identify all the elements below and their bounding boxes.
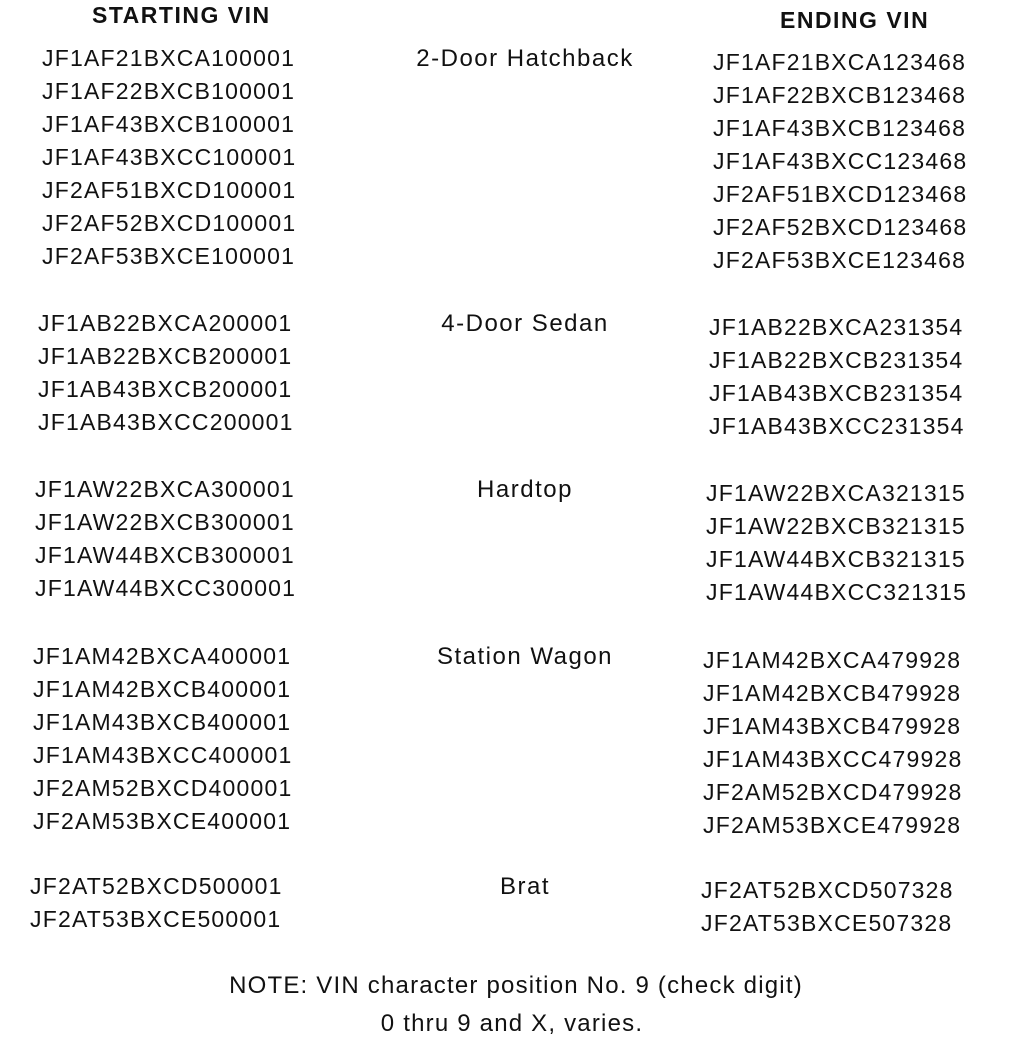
starting-vin: JF1AM43BXCC400001 (33, 742, 293, 768)
starting-vin: JF1AF43BXCC100001 (42, 144, 297, 170)
ending-vin: JF1AW44BXCC321315 (706, 579, 968, 605)
ending-vin: JF1AM43BXCB479928 (703, 713, 962, 739)
body-type-label: 4-Door Sedan (441, 310, 609, 337)
ending-vin-list (713, 46, 967, 277)
starting-vin: JF1AF21BXCA100001 (42, 45, 296, 71)
body-type-label: Station Wagon (436, 643, 614, 670)
ending-vin: JF1AF43BXCB123468 (713, 115, 967, 141)
starting-vin: JF2AT52BXCD500001 (30, 873, 283, 899)
starting-vin: JF1AB22BXCB200001 (38, 343, 293, 369)
ending-vin: JF1AB22BXCA231354 (709, 314, 964, 340)
ending-vin-header: ENDING VIN (780, 7, 930, 33)
starting-vin: JF1AF22BXCB100001 (42, 78, 296, 104)
ending-vin: JF1AB43BXCC231354 (709, 413, 965, 439)
ending-vin: JF1AM42BXCA479928 (703, 647, 962, 673)
ending-vin: JF1AB43BXCB231354 (709, 380, 964, 406)
ending-vin: JF2AT53BXCE507328 (701, 910, 953, 936)
note-line-1: NOTE: VIN character position No. 9 (check digit) (229, 972, 803, 999)
ending-vin: JF2AM53BXCE479928 (703, 812, 962, 838)
starting-vin: JF1AB22BXCA200001 (38, 310, 293, 336)
ending-vin: JF1AB22BXCB231354 (709, 347, 964, 373)
body-type-label: 2-Door Hatchback (416, 45, 634, 72)
ending-vin: JF2AF52BXCD123468 (713, 214, 968, 240)
starting-vin: JF1AW22BXCA300001 (35, 476, 295, 502)
starting-vin: JF1AM42BXCB400001 (33, 676, 292, 702)
starting-vin: JF2AM52BXCD400001 (33, 775, 293, 801)
ending-vin: JF1AM42BXCB479928 (703, 680, 962, 706)
starting-vin-list (38, 307, 294, 439)
ending-vin: JF1AF43BXCC123468 (713, 148, 968, 174)
ending-vin: JF1AW22BXCB321315 (706, 513, 966, 539)
starting-vin: JF1AM43BXCB400001 (33, 709, 292, 735)
ending-vin: JF1AW44BXCB321315 (706, 546, 966, 572)
starting-vin: JF1AB43BXCB200001 (38, 376, 293, 402)
note-line-2: 0 thru 9 and X, varies. (380, 1010, 644, 1037)
ending-vin: JF1AF22BXCB123468 (713, 82, 967, 108)
starting-vin: JF2AF52BXCD100001 (42, 210, 297, 236)
starting-vin-list (35, 473, 296, 605)
starting-vin: JF1AF43BXCB100001 (42, 111, 296, 137)
body-type-label: Brat (499, 873, 550, 900)
ending-vin: JF2AF51BXCD123468 (713, 181, 968, 207)
ending-vin: JF2AF53BXCE123468 (713, 247, 967, 273)
starting-vin-list (33, 640, 292, 838)
ending-vin-list (706, 477, 967, 609)
starting-vin: JF2AM53BXCE400001 (33, 808, 292, 834)
ending-vin-list (703, 644, 962, 842)
starting-vin: JF2AF51BXCD100001 (42, 177, 297, 203)
starting-vin: JF1AW44BXCB300001 (35, 542, 295, 568)
ending-vin-list (709, 311, 965, 443)
starting-vin-list (42, 42, 296, 273)
starting-vin-header: STARTING VIN (92, 2, 271, 28)
body-type-label: Hardtop (477, 476, 573, 503)
starting-vin: JF1AB43BXCC200001 (38, 409, 294, 435)
starting-vin: JF1AW44BXCC300001 (35, 575, 297, 601)
starting-vin: JF1AM42BXCA400001 (33, 643, 292, 669)
ending-vin: JF1AW22BXCA321315 (706, 480, 966, 506)
starting-vin-list (30, 870, 283, 936)
starting-vin: JF1AW22BXCB300001 (35, 509, 295, 535)
starting-vin: JF2AT53BXCE500001 (30, 906, 282, 932)
ending-vin-list (701, 874, 954, 940)
starting-vin: JF2AF53BXCE100001 (42, 243, 296, 269)
ending-vin: JF1AM43BXCC479928 (703, 746, 963, 772)
ending-vin: JF1AF21BXCA123468 (713, 49, 967, 75)
ending-vin: JF2AM52BXCD479928 (703, 779, 963, 805)
ending-vin: JF2AT52BXCD507328 (701, 877, 954, 903)
